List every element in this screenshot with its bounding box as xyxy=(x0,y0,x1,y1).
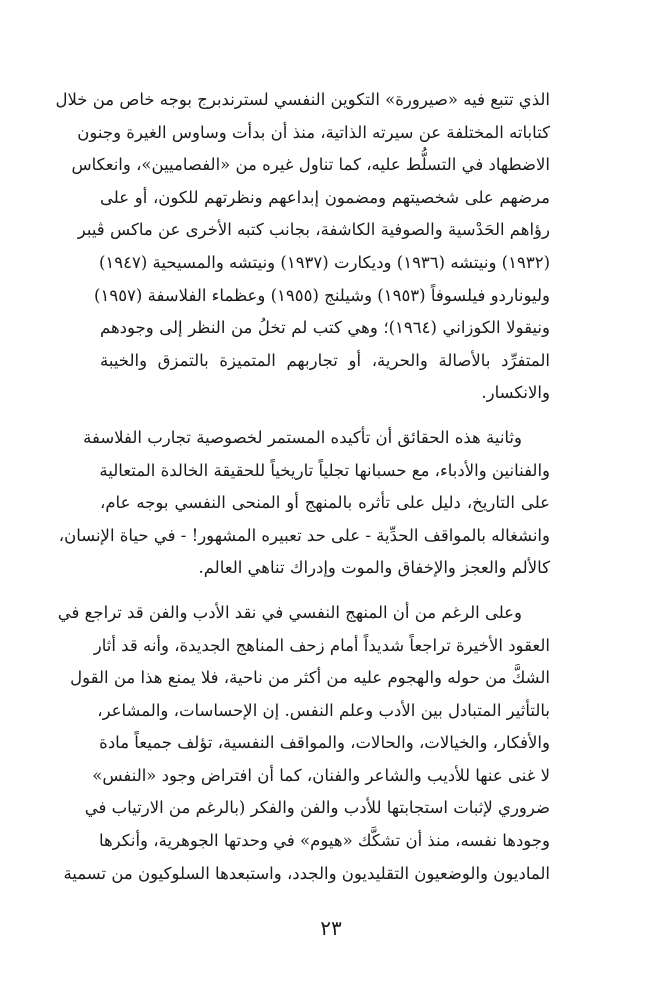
paragraph-gap xyxy=(100,410,550,422)
text-line: العقود الأخيرة تراجعاً شديداً أمام زحف المناهج الجديدة، وأنه قد أثار xyxy=(93,635,550,655)
text-line: كالألم والعجز والإخفاق والموت وإدراك تناهي العالم. xyxy=(198,558,550,578)
text-line: وثانية هذه الحقائق أن تأكيده المستمر لخصوصية تجارب الفلاسفة xyxy=(83,427,522,447)
text-line: لا غنى عنها للأديب والشاعر والفنان، كما أن افتراض وجود «النفس» xyxy=(92,765,550,785)
text-line: الاضطهاد في التسلُّط عليه، كما تناول غيره من «الفصاميين»، وانعكاس xyxy=(71,155,550,175)
text-line: وانشغاله بالمواقف الحدِّية - على حد تعبيره المشهور! - في حياة الإنسان، xyxy=(58,525,550,545)
paragraph-1 xyxy=(55,84,550,410)
main-text xyxy=(55,84,550,890)
text-line: (١٩٣٢) ونيتشه (١٩٣٦) وديكارت (١٩٣٧) ونيتشه والمسيحية (١٩٤٧) xyxy=(98,252,550,272)
text-line: المتفرِّد بالأصالة والحرية، أو تجاربهم المتميزة بالتمزق والخيبة xyxy=(100,350,550,370)
text-line: على التاريخ، دليل على تأثره بالمنهج أو المنحى النفسي بوجه عام، xyxy=(100,493,550,513)
text-line: بالتأثير المتبادل بين الأدب وعلم النفس. إن الإحساسات، والمشاعر، xyxy=(97,700,550,720)
text-line: وعلى الرغم من أن المنهج النفسي في نقد الأدب والفن قد تراجع في xyxy=(57,602,522,622)
text-line: والفنانين والأدباء، مع حسبانها تجلياً تاريخياً للحقيقة الخالدة المتعالية xyxy=(99,460,550,480)
text-line: الماديون والوضعيون التقليديون والجدد، واستبعدها السلوكيون من تسمية xyxy=(63,863,550,883)
text-line: ضروري لإثبات استجابتها للأدب والفن والفكر (بالرغم من الارتياب في xyxy=(84,798,550,818)
paragraph-2 xyxy=(58,422,550,585)
text-line: وجودها نفسه، منذ أن تشكَّك «هيوم» في وحدتها الجوهرية، وأنكرها xyxy=(98,831,550,851)
text-line: مرضهم على شخصيتهم ومضمون إبداعهم ونظرتهم للكون، أو على xyxy=(100,187,550,207)
text-line: والانكسار. xyxy=(481,383,550,403)
text-line: وليوناردو فيلسوفاً (١٩٥٣) وشيلنج (١٩٥٥) وعظماء الفلاسفة (١٩٥٧) xyxy=(94,285,550,305)
text-line: كتاباته المختلفة عن سيرته الذاتية، منذ أن بدأت وساوس الغيرة وجنون xyxy=(77,122,550,142)
text-line: والأفكار، والخيالات، والحالات، والمواقف النفسية، تؤلف جميعاً مادة xyxy=(99,733,550,753)
text-line: الشكَّ من حوله والهجوم عليه من أكثر من ناحية، فلا يمنع هذا من القول xyxy=(70,668,550,688)
paragraph-3 xyxy=(57,597,550,890)
text-line: الذي تتبع فيه «صيرورة» التكوين النفسي لسترندبرج بوجه خاص من خلال xyxy=(55,90,550,109)
text-line: ونيقولا الكوزاني (١٩٦٤)؛ وهي كتب لم تخلُ من النظر إلى وجودهم xyxy=(100,318,550,338)
text-line: رؤاهم الحَدْسية والصوفية الكاشفة، بجانب كتبه الأخرى عن ماكس ڤيبر xyxy=(77,220,550,240)
page-number: ٢٣ xyxy=(320,916,342,940)
paragraph-gap xyxy=(100,585,550,597)
